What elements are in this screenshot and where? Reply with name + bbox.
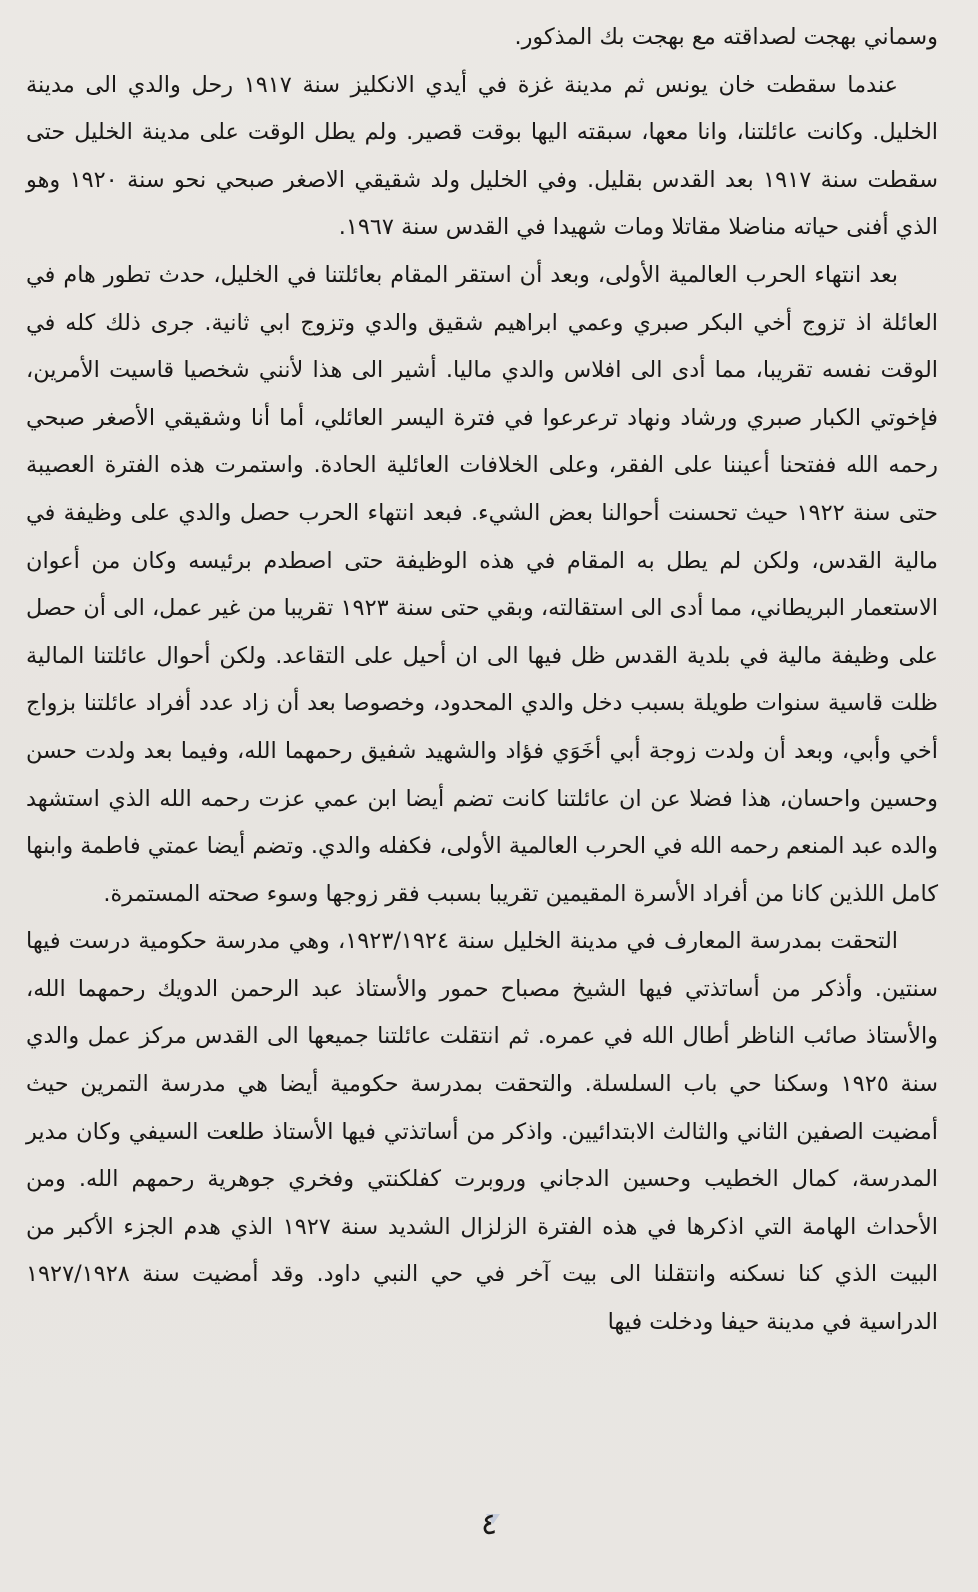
body-text bbox=[26, 14, 938, 1347]
paragraph-3: بعد انتهاء الحرب العالمية الأولى، وبعد أن استقر المقام بعائلتنا في الخليل، حدث تطور هام في العائلة اذ تزوج أخي البكر صبري وعمي ابراهيم شقيق والدي وتزوج ابي ثانية. جرى ذلك كله في الوقت نفسه تقريبا، مما أدى الى افلاس والدي ماليا. أشير الى هذا لأنني شخصيا قاسيت الأمرين، فإخوتي الكبار صبري ورشاد ونهاد ترعرعوا في فترة اليسر العائلي، أما أنا وشقيقي الأصغر صبحي رحمه الله ففتحنا أعيننا على الفقر، وعلى الخلافات العائلية الحادة. واستمرت هذه الفترة العصيبة حتى سنة ١٩٢٢ حيث تحسنت أحوالنا بعض الشيء. فبعد انتهاء الحرب حصل والدي على وظيفة في مالية القدس، ولكن لم يطل به المقام في هذه الوظيفة حتى اصطدم برئيسه وكان من أعوان الاستعمار البريطاني، مما أدى الى استقالته، وبقي حتى سنة ١٩٢٣ تقريبا من غير عمل، الى أن حصل على وظيفة مالية في بلدية القدس ظل فيها الى ان أحيل على التقاعد. ولكن أحوال عائلتنا المالية ظلت قاسية سنوات طويلة بسبب دخل والدي المحدود، وخصوصا بعد أن زاد عدد أفراد عائلتنا بزواج أخي وأبي، وبعد أن ولدت زوجة أبي أخَوَي فؤاد والشهيد شفيق رحمهما الله، وفيما بعد ولدت حسن وحسين واحسان، هذا فضلا عن ان عائلتنا كانت تضم أيضا ابن عمي عزت رحمه الله الذي استشهد والده عبد المنعم رحمه الله في الحرب العالمية الأولى، فكفله والدي. وتضم أيضا عمتي فاطمة وابنها كامل اللذين كانا من أفراد الأسرة المقيمين تقريبا بسبب فقر زوجها وسوء صحته المستمرة. bbox=[26, 261, 938, 907]
paragraph-2: عندما سقطت خان يونس ثم مدينة غزة في أيدي الانكليز سنة ١٩١٧ رحل والدي الى مدينة الخليل. وكانت عائلتنا، وانا معها، سبقته اليها بوقت قصير. ولم يطل الوقت على مدينة الخليل حتى سقطت سنة ١٩١٧ بعد القدس بقليل. وفي الخليل ولد شقيقي الاصغر صبحي نحو سنة ١٩٢٠ وهو الذي أفنى حياته مناضلا مقاتلا ومات شهيدا في القدس سنة ١٩٦٧. bbox=[26, 71, 938, 241]
paragraph-4: التحقت بمدرسة المعارف في مدينة الخليل سنة ١٩٢٣/١٩٢٤، وهي مدرسة حكومية درست فيها سنتين. وأذكر من أساتذتي فيها الشيخ مصباح حمور والأستاذ عبد الرحمن الدويك رحمهما الله، والأستاذ صائب الناظر أطال الله في عمره. ثم انتقلت عائلتنا جميعها الى القدس مركز عمل والدي سنة ١٩٢٥ وسكنا حي باب السلسلة. والتحقت بمدرسة حكومية أيضا هي مدرسة التمرين حيث أمضيت الصفين الثاني والثالث الابتدائيين. واذكر من أساتذتي فيها الأستاذ طلعت السيفي وكان مدير المدرسة، كمال الخطيب وحسين الدجاني وروبرت كفلكنتي وفخري جوهرية رحمهم الله. ومن الأحداث الهامة التي اذكرها في هذه الفترة الزلزال الشديد سنة ١٩٢٧ الذي هدم الجزء الأكبر من البيت الذي كنا نسكنه وانتقلنا الى بيت آخر في حي النبي داود. وقد أمضيت سنة ١٩٢٧/١٩٢٨ الدراسية في مدينة حيفا ودخلت فيها bbox=[26, 928, 939, 1336]
page-number: ٤ bbox=[480, 1507, 498, 1542]
paragraph-1: وسماني بهجت لصداقته مع بهجت بك المذكور. bbox=[514, 24, 938, 50]
